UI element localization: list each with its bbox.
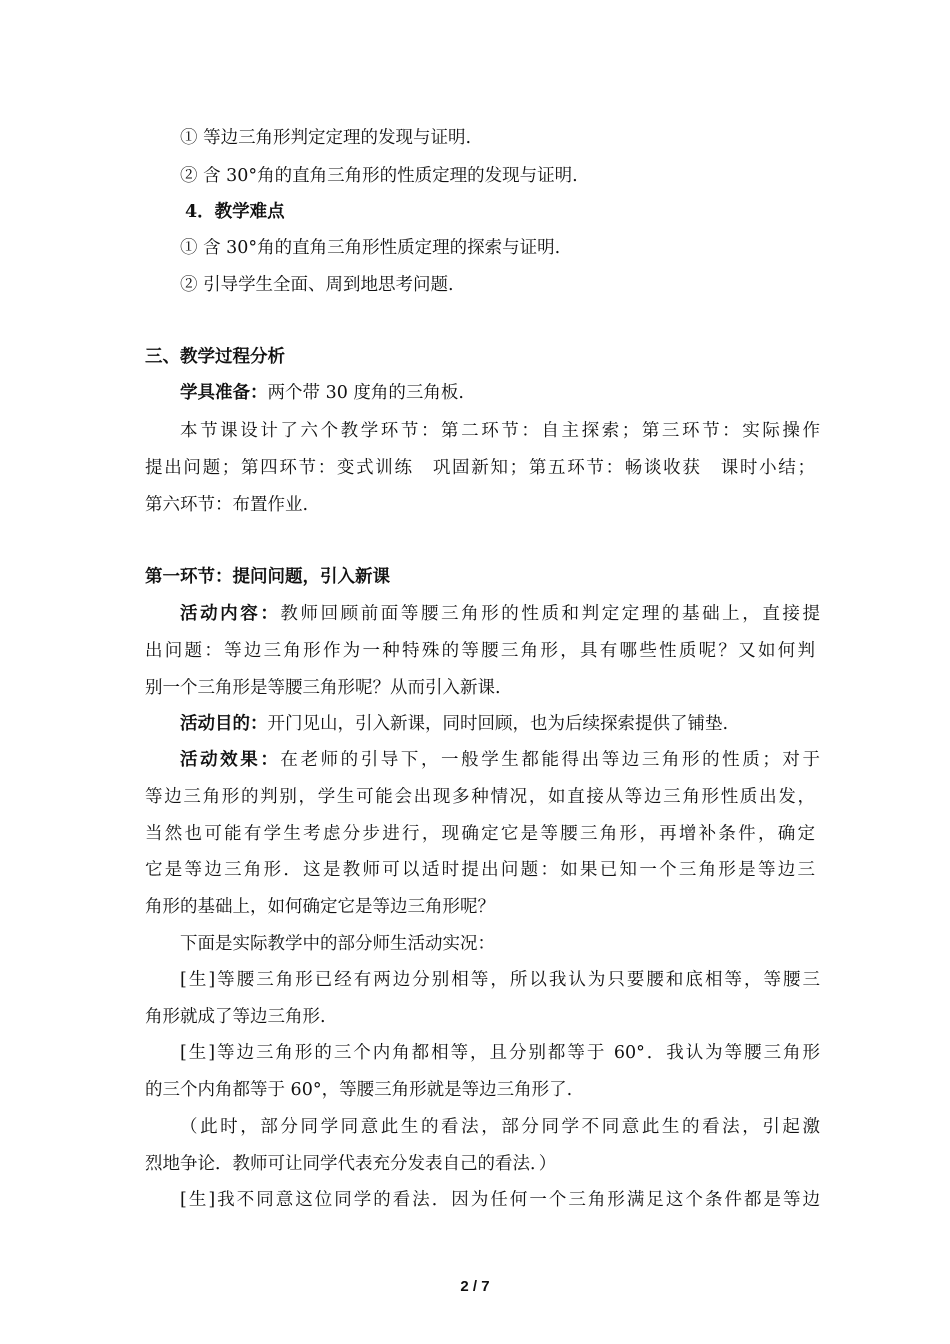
page-number: 2 / 7 [460,1278,490,1295]
paragraph-line: 本节课设计了六个教学环节：第二环节：自主探索；第三环节：实际操作 [180,421,820,441]
activity-content-line [180,602,820,626]
activity-purpose-label: 活动目的： [180,714,268,734]
dialogue-line: [生]我不同意这位同学的看法．因为任何一个三角形满足这个条件都是等边 [180,1190,820,1210]
activity-content-text: 教师回顾前面等腰三角形的性质和判定定理的基础上，直接提 [280,604,821,624]
paragraph-line: 出问题：等边三角形作为一种特殊的等腰三角形，具有哪些性质呢？又如何判 [145,641,815,661]
paragraph-line: 别一个三角形是等腰三角形呢？从而引入新课. [145,678,501,698]
paragraph-line: 角形的基础上，如何确定它是等边三角形呢？ [145,897,495,917]
paragraph-line: 等边三角形的判别，学生可能会出现多种情况，如直接从等边三角形性质出发， [145,787,815,807]
key-point-2: ② 含 30°角的直角三角形的性质定理的发现与证明. [180,166,578,186]
activity-content-label: 活动内容： [180,604,281,624]
difficulty-1: ① 含 30°角的直角三角形性质定理的探索与证明. [180,238,561,258]
tools-label: 学具准备： [180,383,268,403]
section-heading-difficulties: 4．教学难点 [185,202,285,222]
paragraph-line: 当然也可能有学生考虑分步进行，现确定它是等腰三角形，再增补条件，确定 [145,824,815,844]
activity-effect-label: 活动效果： [180,750,281,770]
paragraph-line: 下面是实际教学中的部分师生活动实况： [180,934,495,954]
tools-paragraph [180,381,820,405]
activity-purpose-line [180,712,820,736]
dialogue-line: [生]等边三角形的三个内角都相等，且分别都等于 60°．我认为等腰三角形 [180,1043,820,1063]
difficulty-2: ② 引导学生全面、周到地思考问题. [180,275,454,295]
activity-purpose-text: 开门见山，引入新课，同时回顾，也为后续探索提供了铺垫. [267,714,729,734]
key-point-1: ① 等边三角形判定定理的发现与证明. [180,128,472,148]
paragraph-line: 提出问题；第四环节：变式训练 巩固新知；第五环节：畅谈收获 课时小结； [145,458,815,478]
section-heading-step-1: 第一环节：提问问题，引入新课 [145,567,390,587]
dialogue-line: [生]等腰三角形已经有两边分别相等，所以我认为只要腰和底相等，等腰三 [180,970,820,990]
tools-text: 两个带 30 度角的三角板. [267,383,464,403]
dialogue-line: 烈地争论．教师可让同学代表充分发表自己的看法．） [145,1154,557,1174]
activity-effect-line [180,748,820,772]
paragraph-line: 它是等边三角形．这是教师可以适时提出问题：如果已知一个三角形是等边三 [145,860,815,880]
dialogue-line: （此时，部分同学同意此生的看法，部分同学不同意此生的看法，引起激 [180,1117,820,1137]
activity-effect-text: 在老师的引导下，一般学生都能得出等边三角形的性质；对于 [280,750,821,770]
paragraph-line: 第六环节：布置作业. [145,495,309,515]
section-heading-process: 三、教学过程分析 [145,347,285,367]
dialogue-line: 的三个内角都等于 60°，等腰三角形就是等边三角形了. [145,1080,573,1100]
dialogue-line: 角形就成了等边三角形. [145,1007,326,1027]
